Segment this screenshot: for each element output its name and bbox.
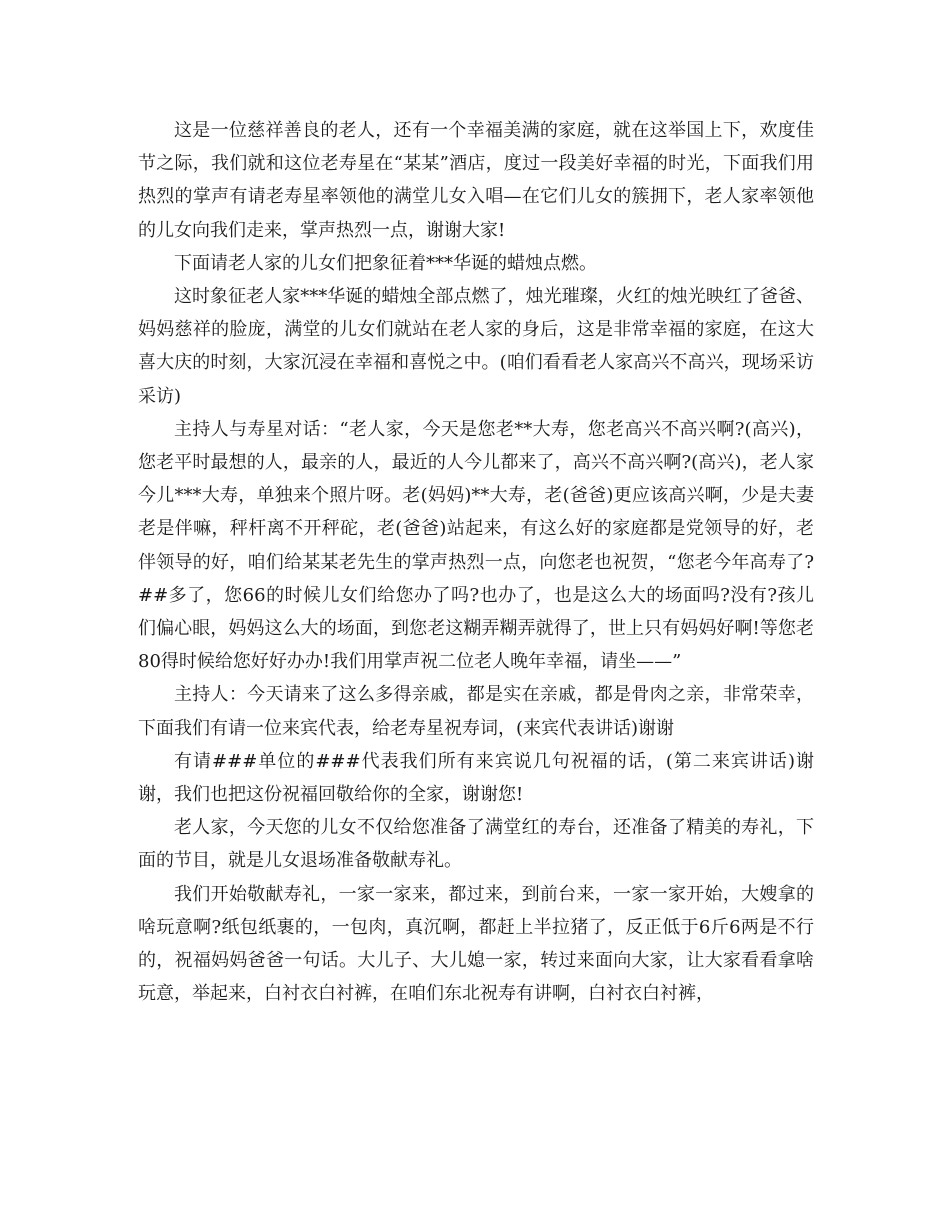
paragraph-present-gifts: 我们开始敬献寿礼，一家一家来，都过来，到前台来，一家一家开始，大嫂拿的啥玩意啊?纸包纸裹的，一包肉，真沉啊，都赶上半拉猪了，反正低于6斤6两是不行的，祝福妈妈爸爸一句话。大儿子、大儿媳一家，转过来面向大家，让大家看看拿啥玩意，举起来，白衬衣白衬裤，在咱们东北祝寿有讲啊，白衬衣白衬裤， xyxy=(138,883,814,1005)
paragraph-candles-lit: 这时象征老人家***华诞的蜡烛全部点燃了，烛光璀璨，火红的烛光映红了爸爸、妈妈慈祥的脸庞，满堂的儿女们就站在老人家的身后，这是非常幸福的家庭，在这大喜大庆的时刻，大家沉浸在幸福和喜悦之中。(咱们看看老人家高兴不高兴，现场采访采访) xyxy=(138,286,814,407)
paragraph-opening: 这是一位慈祥善良的老人，还有一个幸福美满的家庭，就在这举国上下，欢度佳节之际，我们就和这位老寿星在“某某”酒店，度过一段美好幸福的时光，下面我们用热烈的掌声有请老寿星率领他的满堂儿女入唱—在它们儿女的簇拥下，老人家率领他的儿女向我们走来，掌声热烈一点，谢谢大家! xyxy=(138,120,814,241)
document-page xyxy=(138,114,814,1010)
paragraph-birthday-gifts: 老人家，今天您的儿女不仅给您准备了满堂红的寿台，还准备了精美的寿礼，下面的节目，就是儿女退场准备敬献寿礼。 xyxy=(138,817,814,872)
paragraph-guest-representative: 主持人：今天请来了这么多得亲戚，都是实在亲戚，都是骨肉之亲，非常荣幸，下面我们有请一位来宾代表，给老寿星祝寿词，(来宾代表讲话)谢谢 xyxy=(138,684,814,739)
paragraph-host-dialogue: 主持人与寿星对话：“老人家，今天是您老**大寿，您老高兴不高兴啊?(高兴)，您老平时最想的人，最亲的人，最近的人今儿都来了，高兴不高兴啊?(高兴)，老人家今儿***大寿，单独来个照片呀。老(妈妈)**大寿，老(爸爸)更应该高兴啊，少是夫妻老是伴嘛，秤杆离不开秤砣，老(爸爸)站起来，有这么好的家庭都是党领导的好，老伴领导的好，咱们给某某老先生的掌声热烈一点，向您老也祝贺，“您老今年高寿了?##多了，您66的时候儿女们给您办了吗?也办了，也是这么大的场面吗?没有?孩儿们偏心眼，妈妈这么大的场面，到您老这糊弄糊弄就得了，世上只有妈妈好啊!等您老80得时候给您好好办办!我们用掌声祝二位老人晚年幸福，请坐——” xyxy=(138,418,814,673)
paragraph-light-candles: 下面请老人家的儿女们把象征着***华诞的蜡烛点燃。 xyxy=(174,252,597,274)
paragraph-second-guest: 有请###单位的###代表我们所有来宾说几句祝福的话，(第二来宾讲话)谢谢，我们也把这份祝福回敬给你的全家，谢谢您! xyxy=(138,750,814,806)
